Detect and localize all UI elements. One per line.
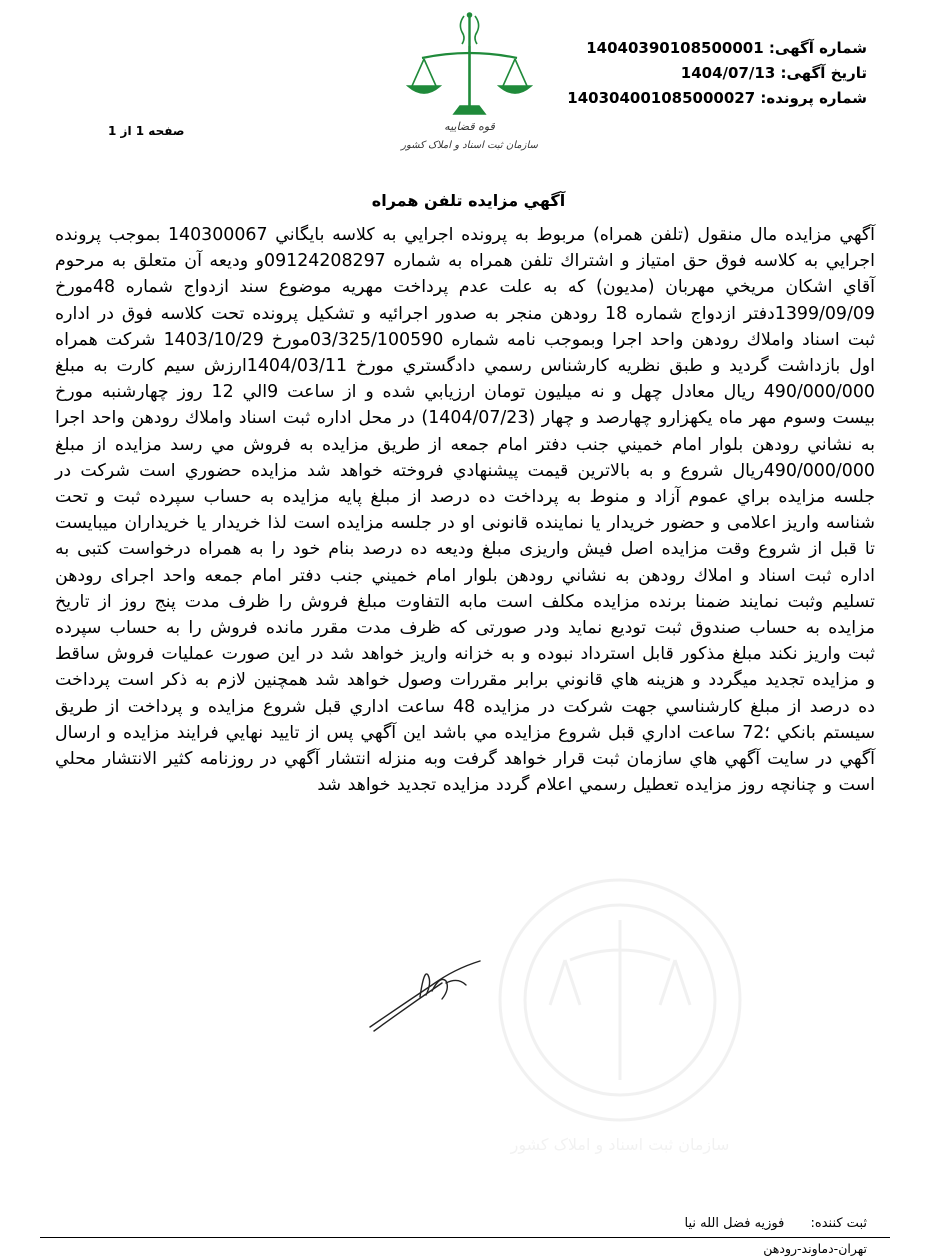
page-indicator: صفحه 1 از 1 — [108, 124, 185, 138]
signature-icon — [362, 955, 502, 1035]
ad-date-label: تاریخ آگهی: — [780, 64, 867, 82]
document-body — [55, 222, 875, 798]
ad-date: 1404/07/13 — [680, 64, 776, 82]
document-title: آگهي مزايده تلفن همراه — [371, 191, 566, 210]
footer-divider — [40, 1237, 890, 1238]
emblem-caption-2: سازمان ثبت اسناد و املاک کشور — [401, 140, 538, 151]
ad-date-row — [537, 61, 867, 86]
registrar — [684, 1216, 867, 1231]
ad-number: 14040390108500001 — [586, 39, 764, 57]
body-paragraph: آگهي مزايده مال منقول (تلفن همراه) مربوط به پرونده اجرايي به كلاسه بايگاني 140300067 بموجب پرونده اجرايي به كلاسه فوق حق امتياز و اشتراك تلفن همراه به شماره 09124208297و وديعه آن متعلق به مرحوم آقاي اشكان مريخي مهربان (مديون) كه به علت عدم پرداخت مهريه موضوع سند ازدواج شماره 48مورخ 1399/09/09دفتر ازدواج شماره 18 رودهن منجر به صدور اجرائيه و تشكيل پرونده تحت كلاسه فوق در اداره ثبت اسناد واملاك رودهن واحد اجرا وبموجب نامه شماره 03/325/100590مورخ 1403/10/29 شركت همراه اول بازداشت گرديد و طبق نظريه كارشناس رسمي دادگستري مورخ 1404/03/11ارزش سيم كارت به مبلغ 490/000/000 ريال معادل چهل و نه ميليون تومان ارزيابي شده و از ساعت 9الي 12 روز چهارشنبه مورخ بيست وسوم مهر ماه يكهزارو چهارصد و چهار (1404/07/23) در محل اداره ثبت اسناد واملاك رودهن واحد اجرا به نشاني رودهن بلوار امام خميني جنب دفتر امام جمعه از طريق مزايده به فروش مي رسد مزايده از مبلغ 490/000/000ريال شروع و به بالاترين قيمت پيشنهادي فروخته خواهد شد مزايده حضوري است شركت در جلسه مزايده براي عموم آزاد و منوط به پرداخت ده درصد از مبلغ پايه مزايده به حساب سپرده ثبت و تحت شناسه واريز اعلامی و حضور خريدار يا نماينده قانونی او در جلسه مزايده است لذا خريدار يا خريداران ميبايست تا قبل از شروع وقت مزايده اصل فيش واريزی مبلغ وديعه ده درصد بنام خود را به همراه درخواست كتبی به اداره ثبت اسناد و املاك رودهن به نشاني رودهن بلوار امام خميني جنب دفتر امام جمعه واحد اجرای رودهن تسليم وثبت نمايند ضمنا برنده مزايده مكلف است مابه التفاوت مبلغ فروش را ظرف مدت پنج روز از تاريخ مزايده به حساب صندوق ثبت توديع نمايد ودر صورتی كه ظرف مدت مقرر مانده فروش را به حساب سپرده ثبت واريز نكند مبلغ مذكور قابل استرداد نبوده و به خزانه واريز خواهد شد در اين صورت عمليات فروش ساقط و مزايده تجديد ميگردد و هزينه هاي قانوني برابر مقررات وصول خواهد شد همچنين لازم به ذكر است پرداخت ده درصد از مبلغ كارشناسي جهت شركت در مزايده 48 ساعت اداري قبل شروع مزايده و پرداخت از طريق سيستم بانكي ؛72 ساعت اداري قبل شروع مزايده مي باشد اين آگهي پس از تاييد نهايي فرايند مزايده و ارسال آگهي در سايت آگهي هاي سازمان ثبت قرار خواهد گرفت وبه منزله انتشار آگهي در روزنامه كثير الانتشار محلي است و چنانچه روز مزايده تعطيل رسمي اعلام گردد مزايده تجديد خواهد شد — [55, 225, 876, 796]
watermark-text: سازمان ثبت اسناد و املاک کشور — [510, 1135, 730, 1154]
ad-number-row — [537, 36, 867, 61]
file-number-row — [537, 86, 867, 111]
ad-metadata — [537, 36, 867, 111]
footer-location: تهران-دماوند-رودهن — [763, 1241, 867, 1256]
file-number-label: شماره پرونده: — [760, 89, 867, 107]
watermark-seal-icon — [470, 800, 770, 1200]
ad-number-label: شماره آگهی: — [768, 39, 867, 57]
file-number: 140304001085000027 — [567, 89, 756, 107]
emblem-caption-1: قوه قضاییه — [444, 120, 495, 133]
judiciary-emblem-icon — [382, 6, 557, 156]
registrar-label: ثبت كننده: — [810, 1216, 867, 1231]
registrar-name: فوزيه فضل الله نيا — [684, 1216, 785, 1231]
